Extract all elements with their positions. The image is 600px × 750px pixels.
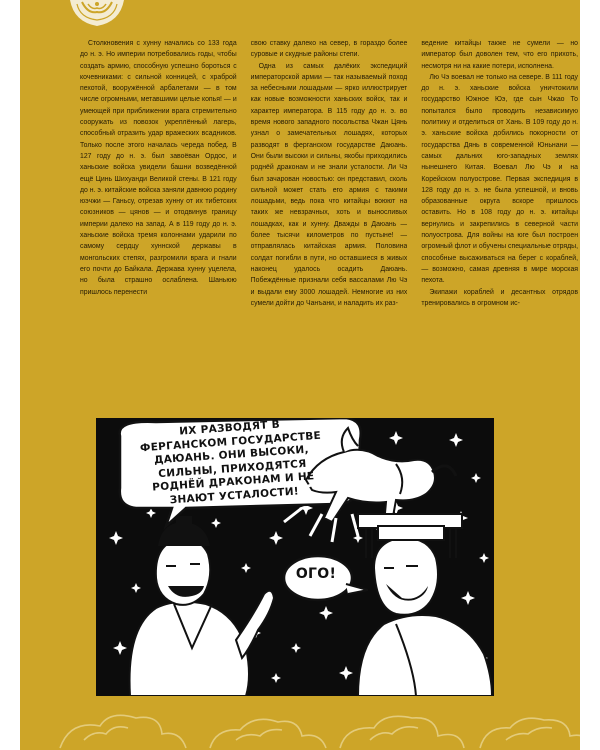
text-column-2 xyxy=(251,38,408,398)
paragraph: Столкновения с хунну начались со 133 года до н. э. Но империи потребовались годы, чтобы создать армию, способную успешно бороться с кочевниками: с сильной конницей, с храброй пехотой, вооружённой арбалетами — в том числе огромными, метавшими целые копья! — и умеющей при приближении врага стремительно сооружать из повозок укреплённый лагерь, способный отразить удар вражеских всадников. Только после этого началась череда побед. В 127 году до н. э. был завоёван Ордос, и ханьские войска увидели башни возведённой ещё Цинь Шихуанди Великой стены. В 121 году до н. э. китайские войска заняли давнюю родину юэчжи — Ганьсу, отрезав хунну от их тибетских союзников — цянов — и отодвинув границу империи далеко на запад. А в 119 году до н. э. ханьские войска тремя колоннами ударили по самому сердцу хуннской державы в монгольских степях, разгромили врага и гнали его почти до Байкала. Держава хунну уцелела, но была страшно ослаблена. Шаньюю пришлось перенести xyxy=(80,40,237,296)
article-columns xyxy=(80,38,578,398)
corner-ornament-icon xyxy=(68,0,126,30)
comic-illustration xyxy=(96,418,494,696)
text-column-1 xyxy=(80,38,237,398)
paragraph: свою ставку далеко на север, в гораздо более суровые и скудные районы степи. xyxy=(250,40,408,59)
text-column-3 xyxy=(421,38,578,398)
cloud-ornament-border xyxy=(40,700,580,750)
paragraph: Экипажи кораблей и десантных отрядов тренировались в огромном ис- xyxy=(421,288,579,307)
speech-text-right: ОГО! xyxy=(295,566,337,582)
paragraph: Одна из самых далёких экспедиций императорской армии — так называемый поход за небесными лошадьми — ярко иллюстрирует как новые возможности ханьских войск, так и характер императора. В 115 году до н. э. во время нового западного посольства Чжан Цянь узнал о замечательных лошадях, которых разводят в ферганском государстве Даюань. Они были высоки и сильны, якобы приходились роднёй драконам и не знали усталости. Ли Чэ был зачарован новостью: он представил, сколь сильной может стать его армия с такими лошадьми, ведь пока что китайцы воюют на таких же невзрачных, хоть и выносливых лошадках, как и хунну. Дважды в Даюань — более тысячи километров по пустыне! — отправлялась китайская армия. Половина солдат погибли в пути, но оставшиеся в живых наконец удалось осадить Даюань. Побеждённые признали себя вассалами Лю Чэ и выдали ему 3000 лошадей. Немногие из них сумели дойти до Чанъани, и наладить их раз- xyxy=(250,62,408,307)
paragraph: ведение китайцы также не сумели — но император был доволен тем, что его прихоть, несмотря ни на какие потери, исполнена. xyxy=(421,40,579,70)
speech-text-left: ИХ РАЗВОДЯТ В ФЕРГАНСКОМ ГОСУДАРСТВЕ ДАЮАНЬ. ОНИ ВЫСОКИ, СИЛЬНЫ, ПРИХОДЯТСЯ РОДНЁЙ ДРАКОНАМ И НЕ ЗНАЮТ УСТАЛОСТИ! xyxy=(139,418,322,506)
paragraph: Лю Чэ воевал не только на севере. В 111 году до н. э. ханьские войска уничтожили государство Южное Юэ, где сын Чжао То попытался было проводить независимую политику и отделиться от Хань. В 109 году до н. э. ханьские войска добились покорности от государства Дянь в современной Юньнани — самых дальних юго-западных землях нынешнего Китая. Воевал Лю Чэ и на Корейском полуострове. Первая экспедиция в 128 году до н. э. не была успешной, и вновь образованные округа вскоре пришлось оставить. Но в 108 году до н. э. китайцы вернулись и закрепились в северной части полуострова. Для войны на юге был построен огромный флот и обучены специальные отряды, способные высаживаться на берег с кораблей, — возможно, самая древняя в мире морская пехота. xyxy=(421,73,579,285)
gold-page-background xyxy=(20,0,580,750)
